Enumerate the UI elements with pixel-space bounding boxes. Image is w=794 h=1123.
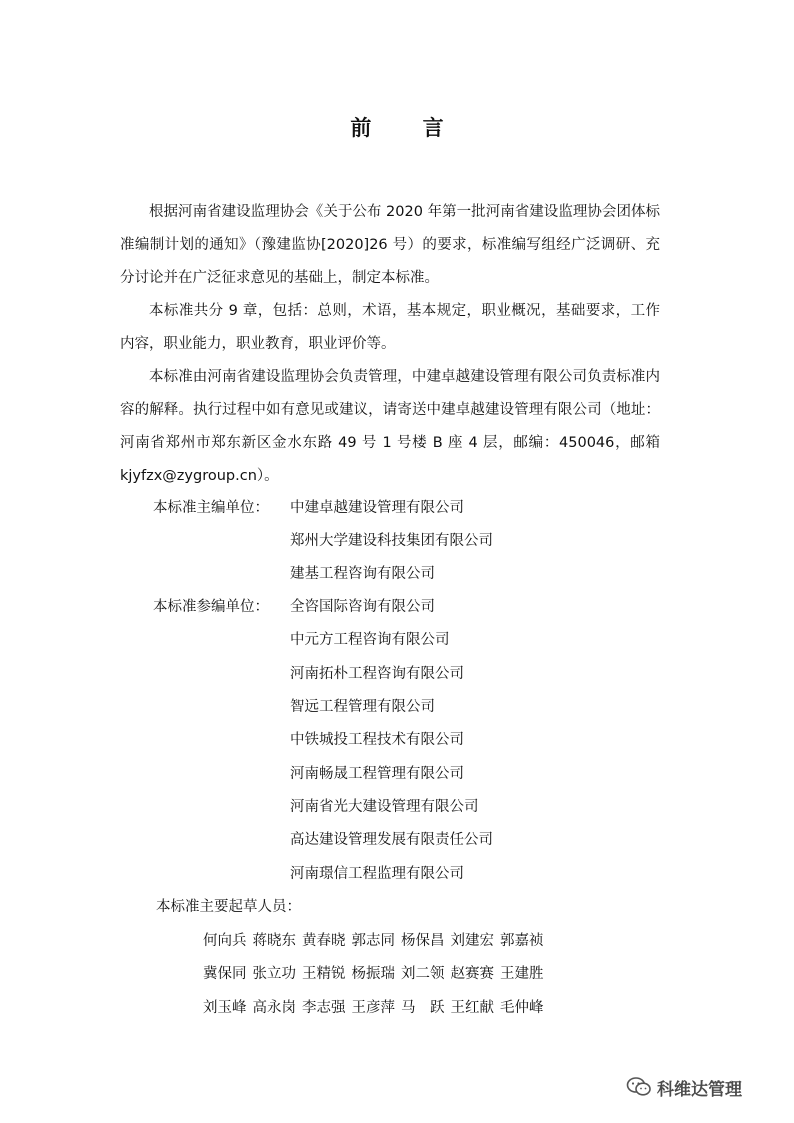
- drafter-name: 刘建宏: [450, 933, 494, 949]
- drafter-name: 高永岗: [252, 1000, 296, 1016]
- preface-paragraph-basis: 根据河南省建设监理协会《关于公布 2020 年第一批河南省建设监理协会团体标准编制计划的通知》（豫建监协[2020]26 号）的要求，标准编写组经广泛调研、充分讨论并在广泛征求意见的基础上，制定本标准。: [120, 204, 660, 286]
- drafter-name: 王建胜: [500, 966, 544, 982]
- drafter-name: 刘二领: [401, 966, 445, 982]
- participating-unit: 中铁城投工程技术有限公司: [290, 732, 464, 748]
- drafter-name: 冀保同: [203, 966, 247, 982]
- drafters-row: [203, 925, 550, 958]
- chief-unit: 郑州大学建设科技集团有限公司: [290, 533, 493, 549]
- drafter-name: 郭嘉祯: [500, 933, 544, 949]
- drafter-name: 王红献: [450, 1000, 494, 1016]
- drafters-label: 本标准主要起草人员：: [156, 899, 301, 915]
- drafter-name: 蒋晓东: [252, 933, 296, 949]
- preface-paragraph-chapters: 本标准共分 9 章，包括：总则，术语，基本规定，职业概况，基础要求，工作内容，职业能力，职业教育，职业评价等。: [120, 303, 660, 352]
- drafter-name: 杨振瑞: [351, 966, 395, 982]
- drafter-name: 刘玉峰: [203, 1000, 247, 1016]
- drafter-name: 王精锐: [302, 966, 346, 982]
- drafter-name: 马 跃: [401, 1000, 445, 1016]
- drafter-name: 王彦萍: [351, 1000, 395, 1016]
- drafter-name: 张立功: [252, 966, 296, 982]
- drafter-name: 何向兵: [203, 933, 247, 949]
- participating-unit-label: 本标准参编单位：: [153, 599, 269, 615]
- drafters-row: [203, 992, 550, 1025]
- participating-unit: 中元方工程咨询有限公司: [290, 632, 450, 648]
- drafter-name: 赵赛赛: [450, 966, 494, 982]
- drafter-name: 郭志同: [351, 933, 395, 949]
- drafter-name: 李志强: [302, 1000, 346, 1016]
- participating-unit: 河南拓朴工程咨询有限公司: [290, 666, 464, 682]
- chief-editor-label: 本标准主编单位：: [153, 500, 269, 516]
- participating-unit: 河南璟信工程监理有限公司: [290, 866, 464, 882]
- drafter-name: 黄春晓: [302, 933, 346, 949]
- chief-unit: 建基工程咨询有限公司: [290, 566, 435, 582]
- wechat-icon: [626, 1076, 652, 1098]
- drafter-name: 杨保昌: [401, 933, 445, 949]
- drafters-row: [203, 958, 550, 991]
- participating-unit: 智远工程管理有限公司: [290, 699, 435, 715]
- participating-unit: 河南畅晟工程管理有限公司: [290, 766, 464, 782]
- participating-unit: 河南省光大建设管理有限公司: [290, 799, 479, 815]
- participating-unit: 全咨国际咨询有限公司: [290, 599, 435, 615]
- chief-unit: 中建卓越建设管理有限公司: [290, 500, 464, 516]
- watermark-text: 科维达管理: [657, 1079, 742, 1100]
- preface-paragraph-management: 本标准由河南省建设监理协会负责管理，中建卓越建设管理有限公司负责标准内容的解释。执行过程中如有意见或建议，请寄送中建卓越建设管理有限公司（地址：河南省郑州市郑东新区金水东路 49 号 1 号楼 B 座 4 层，邮编：450046，邮箱 kjyfzx@zygroup.cn）。: [120, 369, 660, 484]
- page-title: 前 言: [350, 116, 466, 140]
- participating-unit: 高达建设管理发展有限责任公司: [290, 832, 493, 848]
- drafter-name: 毛仲峰: [500, 1000, 544, 1016]
- watermark: [626, 1074, 742, 1100]
